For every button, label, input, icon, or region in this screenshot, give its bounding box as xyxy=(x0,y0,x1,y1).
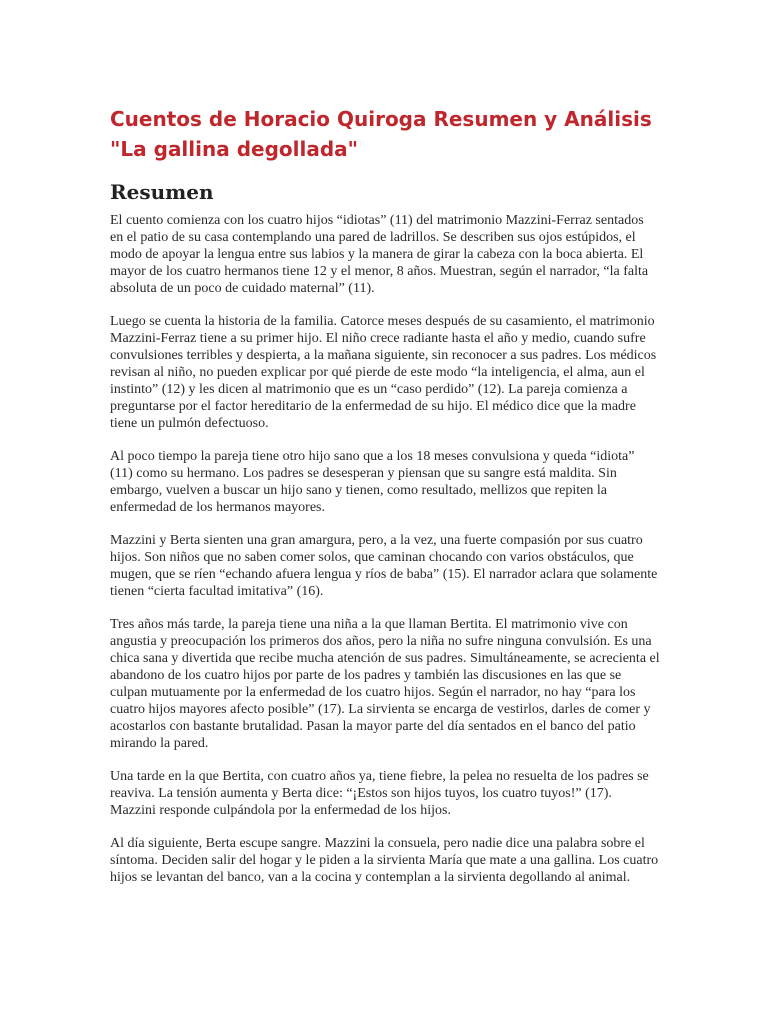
section-heading-resumen: Resumen xyxy=(110,180,214,204)
paragraph-7: Al día siguiente, Berta escupe sangre. Mazzini la consuela, pero nadie dice una palabra sobre el síntoma. Deciden salir del hogar y le piden a la sirvienta María que mate a una gallina. Los cuatro hijos se levantan del banco, van a la cocina y contemplan a la sirvienta degollando al animal. xyxy=(110,836,659,885)
paragraph-1: El cuento comienza con los cuatro hijos “idiotas” (11) del matrimonio Mazzini-Ferraz sentados en el patio de su casa contemplando una pared de ladrillos. Se describen sus ojos estúpidos, el modo de apoyar la lengua entre sus labios y la manera de girar la cabeza con la boca abierta. El mayor de los cuatro hermanos tiene 12 y el menor, 8 años. Muestran, según el narrador, “la falta absoluta de un poco de cuidado maternal” (11). xyxy=(110,213,649,296)
paragraph-3: Al poco tiempo la pareja tiene otro hijo sano que a los 18 meses convulsiona y queda “idiota” (11) como su hermano. Los padres se desesperan y piensan que su sangre está maldita. Sin embargo, vuelven a buscar un hijo sano y tienen, como resultado, mellizos que repiten la enfermedad de los hermanos mayores. xyxy=(110,449,635,515)
paragraph-4: Mazzini y Berta sienten una gran amargura, pero, a la vez, una fuerte compasión por sus cuatro hijos. Son niños que no saben comer solos, que caminan chocando con varios obstáculos, que mugen, que se ríen “echando afuera lengua y ríos de baba” (15). El narrador aclara que solamente tienen “cierta facultad imitativa” (16). xyxy=(110,533,658,599)
paragraph-2: Luego se cuenta la historia de la familia. Catorce meses después de su casamiento, el matrimonio Mazzini-Ferraz tiene a su primer hijo. El niño crece radiante hasta el año y medio, cuando sufre convulsiones terribles y despierta, a la mañana siguiente, sin reconocer a sus padres. Los médicos revisan al niño, no pueden explicar por qué pierde de este modo “la inteligencia, el alma, aun el instinto” (12) y les dicen al matrimonio que es un “caso perdido” (12). La pareja comienza a preguntarse por el factor hereditario de la enfermedad de su hijo. El médico dice que la madre tiene un pulmón defectuoso. xyxy=(110,314,657,431)
paragraph-6: Una tarde en la que Bertita, con cuatro años ya, tiene fiebre, la pelea no resuelta de los padres se reaviva. La tensión aumenta y Berta dice: “¡Estos son hijos tuyos, los cuatro tuyos!” (17). Mazzini responde culpándola por la enfermedad de los hijos. xyxy=(110,769,649,818)
paragraph-5: Tres años más tarde, la pareja tiene una niña a la que llaman Bertita. El matrimonio vive con angustia y preocupación los primeros dos años, pero la niña no sufre ninguna convulsión. Es una chica sana y divertida que recibe mucha atención de sus padres. Simultáneamente, se acrecienta el abandono de los cuatro hijos por parte de los padres y también las discusiones en las que se culpan mutuamente por la enfermedad de los cuatro hijos. Según el narrador, no hay “para los cuatro hijos mayores afecto posible” (17). La sirvienta se encarga de vestirlos, darles de comer y acostarlos con bastante brutalidad. Pasan la mayor parte del día sentados en el banco del patio mirando la pared. xyxy=(110,617,660,751)
document-page xyxy=(110,104,660,902)
document-title xyxy=(110,104,660,164)
title-line-1: Cuentos de Horacio Quiroga Resumen y Análisis xyxy=(110,107,652,131)
title-line-2: "La gallina degollada" xyxy=(110,137,359,161)
